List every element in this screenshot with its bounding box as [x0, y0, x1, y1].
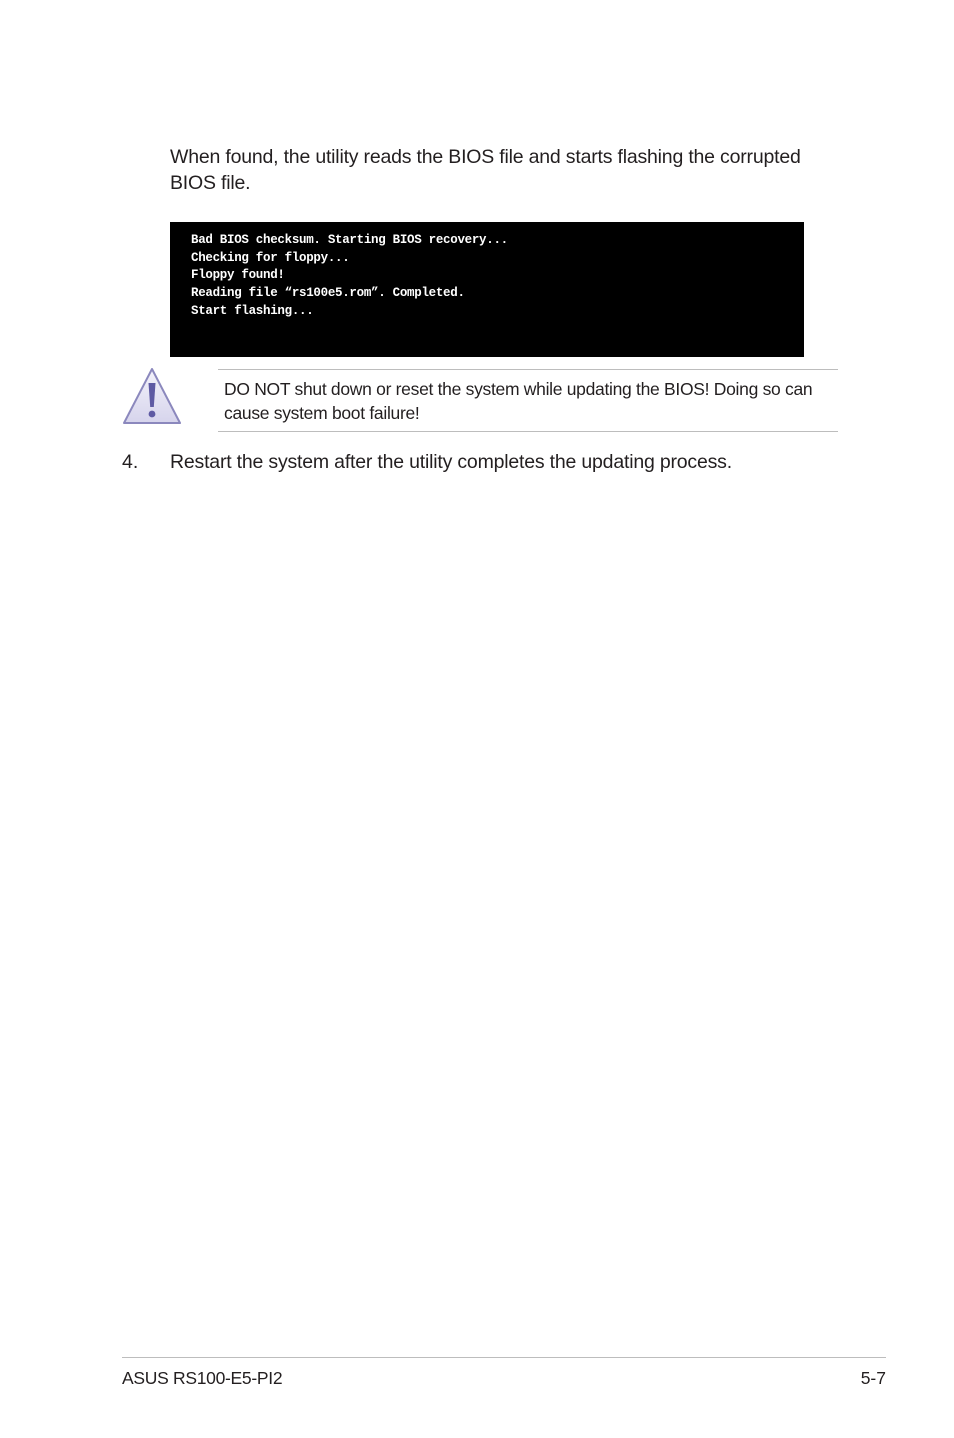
footer-product-name: ASUS RS100-E5-PI2	[122, 1368, 283, 1388]
console-line: Bad BIOS checksum. Starting BIOS recovery...	[191, 233, 508, 247]
console-line: Floppy found!	[191, 268, 285, 283]
step-text: Restart the system after the utility completes the updating process.	[170, 451, 732, 473]
footer-page-number: 5-7	[860, 1368, 886, 1388]
console-line: Reading file “rs100e5.rom”. Completed.	[191, 286, 465, 301]
bios-console-output	[170, 222, 804, 357]
console-line: Checking for floppy...	[191, 250, 350, 265]
footer-divider	[122, 1357, 886, 1358]
warning-callout	[218, 369, 838, 432]
console-line: Start flashing...	[191, 303, 314, 318]
warning-triangle-icon	[122, 366, 182, 426]
step-number: 4.	[122, 451, 139, 473]
intro-paragraph: When found, the utility reads the BIOS file and starts flashing the corrupted BIOS file.	[170, 146, 801, 194]
warning-text: DO NOT shut down or reset the system while updating the BIOS! Doing so can cause system boot failure!	[224, 379, 813, 423]
